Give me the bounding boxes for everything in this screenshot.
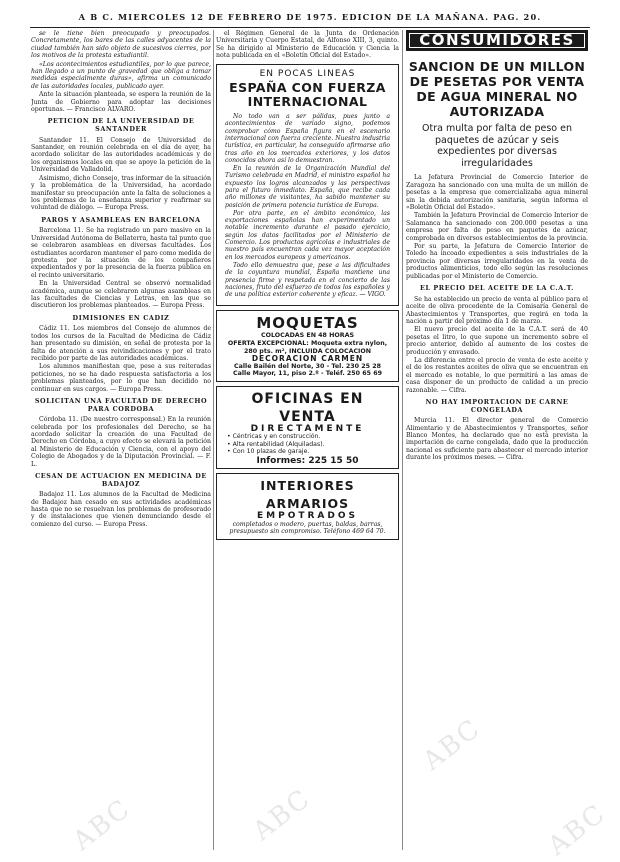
article-heading: NO HAY IMPORTACION DE CARNE CONGELADA (425, 397, 569, 414)
feature-box (216, 64, 399, 307)
paragraph: También la Jefatura Provincial de Comercio Interior de Salamanca ha sancionado con 200.000 pesetas a una empresa por falta de peso en paquetes de azúcar, comprobada en diversos establecimientos de la provincia. (406, 212, 588, 242)
column-divider-2 (402, 30, 403, 850)
paragraph: Santander 11. El Consejo de Universidad de Santander, en reunión celebrada en el día de ayer, ha acordado solicitar de las autoridades académicas y de los organismos locales en que se apoye la petición de la Universidad de Valladolid. (31, 136, 211, 174)
paragraph: No todo van a ser pálidas, pues junto a acontecimientos de variado signo, podemos comprobar cómo España figura en el escenario internacional con fuerza creciente. Nuestra industria turística, en particular, ha conseguido afirmarse año tras año en los mercados exteriores, y los datos conocidos ahora así lo demuestran. (225, 113, 390, 164)
paragraph: Todo ello demuestra que, pese a las dificultades de la coyuntura mundial, España mantiene una presencia firme y respetada en el concierto de las naciones, fruto del esfuerzo de todos los españoles y de una política exterior coherente y eficaz. — VIGO. (225, 261, 390, 299)
header-rule (30, 27, 590, 28)
list-item: • Alta rentabilidad (Alquiladas). (227, 440, 325, 448)
list-item: • Con 10 plazas de garaje. (227, 448, 310, 456)
article-heading: CESAN DE ACTUACION EN MEDICINA DE BADAJOZ (35, 472, 207, 488)
paragraph: Cádiz 11. Los miembros del Consejo de alumnos de todos los cursos de la Facultad de Medicina de Cádiz han presentado su dimisión, en señal de protesta por la falta de atención a sus reivindicaciones y por el trato recibido por parte de las autoridades académicas. (31, 325, 211, 362)
paragraph: se le tiene bien preocupado y preocupados. Concretamente, los bares de las calles adyacentes de la ciudad también han sido objeto de sucesivos cierres, por los motivos de la protesta estudiantil. (31, 30, 211, 60)
paragraph: Por otra parte, en el ámbito económico, las exportaciones españolas han experimentado un notable incremento durante el pasado ejercicio, según los datos facilitados por el Ministerio de Comercio. Los productos agrícolas e industriales de nuestro país encuentran cada vez mayor aceptación en los mercados europeos y americanos. (225, 209, 390, 261)
ad-line: OFERTA EXCEPCIONAL: Moqueta extra nylon, 280 pts. m², INCLUIDA COLOCACION (227, 340, 388, 355)
paragraph: Ante la situación planteada, se espera la reunión de la Junta de Gobierno para adoptar las decisiones oportunas. — Francisco ALVARO. (31, 91, 211, 114)
paragraph: En la reunión de la Organización Mundial del Turismo celebrada en Madrid, el ministro español ha expuesto los logros alcanzados y las perspectivas para el futuro inmediato. España, que recibe cada año millones de visitantes, ha sabido mantener su posición de primera potencia turística de Europa. (225, 165, 390, 209)
article-heading: SOLICITAN UNA FACULTAD DE DERECHO PARA CORDOBA (34, 397, 208, 413)
sub-headline: Otra multa por falta de peso en paquetes de azúcar y seis expedientes por diversas irregularidades (422, 123, 572, 169)
article-carne (406, 399, 588, 462)
paragraph: Por su parte, la Jefatura de Comercio Interior de Toledo ha incoado expedientes a seis industriales de la provincia por diversas irregularidades en la venta de productos alimenticios, todo ello según las resoluciones publicadas por el Ministerio de Comercio. (406, 243, 588, 280)
article-aceite (406, 285, 588, 394)
ad-title: MOQUETAS (256, 314, 359, 333)
ad-armarios (216, 473, 399, 539)
main-headline: SANCION DE UN MILLON DE PESETAS POR VENTA DE AGUA MINERAL NO AUTORIZADA (408, 59, 586, 120)
intro-article (31, 30, 211, 113)
page-header: A B C. MIERCOLES 12 DE FEBRERO DE 1975. EDICION DE LA MAÑANA. PAG. 20. (78, 12, 542, 22)
article-badajoz (31, 473, 211, 528)
article-heading: DIMISIONES EN CADIZ (72, 313, 170, 322)
box-kicker: EN POCAS LINEAS (259, 68, 356, 79)
ad-oficinas (216, 386, 399, 469)
watermark: ABC (247, 783, 317, 847)
ad-title: INTERIORES ARMARIOS (260, 478, 355, 512)
ad-line: COLOCADAS EN 48 HORAS (260, 332, 355, 340)
paragraph: el Régimen General de la Junta de Ordenación Universitaria y Cuerpo Estatal, de Alfonso XIII, 3, quinto. Se ha dirigido al Ministerio de Educación y Ciencia la nota publicada en el «Boletín Oficial del Estado». (216, 30, 399, 60)
article-heading: PETICION DE LA UNIVERSIDAD DE SANTANDER (47, 117, 195, 134)
ad-moquetas (216, 310, 399, 382)
article-santander (31, 118, 211, 211)
paragraph: La diferencia entre el precio de venta de este aceite y el de los restantes aceites de oliva que se encuentran en el mercado es notable, lo que permitirá a las amas de casa disponer de un producto de calidad a un precio razonable. — Cifra. (406, 356, 588, 394)
article-cadiz (31, 315, 211, 393)
paragraph: Badajoz 11. Los alumnos de la Facultad de Medicina de Badajoz han cesado en sus actividades académicas hasta que no se resuelvan los problemas de profesorado y de instalaciones que vienen denunciando desde el comienzo del curso. — Europa Press. (31, 491, 211, 528)
ad-list (221, 433, 394, 456)
ad-text: completados o modero, puertas, baldas, barras, presupuesto sin compromiso. Teléfono 469 64 70. (229, 520, 386, 536)
ad-subtitle: EMPOTRADOS (257, 511, 358, 522)
watermark: ABC (542, 798, 612, 862)
list-item: • Céntricas y en construcción. (227, 433, 321, 441)
ad-line: Calle Bailén del Norte, 30 - Tel. 230 25 28 (234, 362, 381, 370)
article-heading: PAROS Y ASAMBLEAS EN BARCELONA (41, 215, 201, 224)
ad-title: OFICINAS EN VENTA (251, 391, 364, 426)
paragraph: En la Universidad Central se observó normalidad académica, aunque se celebraron algunas asambleas en las facultades de Ciencias y Letras, en las que se discutieron los problemas planteados. — Europa Press. (31, 280, 211, 310)
watermark: ABC (417, 713, 487, 777)
column-left (31, 30, 211, 850)
paragraph: Los alumnos manifiestan que, pese a sus reiteradas peticiones, no se ha dado respuesta satisfactoria a los problemas planteados, por lo que han decidido no continuar en sus cargos. — Europa Press. (31, 363, 211, 393)
article-heading: EL PRECIO DEL ACEITE DE LA C.A.T. (420, 284, 574, 293)
section-banner: CONSUMIDORES (406, 30, 588, 51)
paragraph: Murcia 11. El director general de Comercio Alimentario y de Abastecimientos y Transportes, señor Blanco Montes, ha declarado que no está prevista la importación de carne congelada, dado que la producción nacional es suficiente para abastecer el mercado interior durante los próximos meses. — Cifra. (406, 417, 588, 462)
column-divider-1 (213, 30, 214, 850)
article-cordoba (31, 398, 211, 468)
paragraph: Se ha establecido un precio de venta al público para el aceite de oliva procedente de la Comisaría General de Abastecimientos y Transportes, que regirá en toda la nación a partir del próximo día 1 de marzo. (406, 295, 588, 325)
ad-phone: Informes: 225 15 50 (256, 455, 359, 466)
ad-line: Calle Mayor, 11, piso 2.º - Teléf. 250 65 69 (233, 370, 382, 378)
box-title: ESPAÑA CON FUERZA INTERNACIONAL (229, 80, 386, 109)
watermark: ABC (67, 793, 137, 857)
paragraph: Asimismo, dicho Consejo, tras informar de la situación y la problemática de la Universidad, ha acordado manifestar su preocupación ante la falta de soluciones a los problemas de la enseñanza superior y reafirmar su voluntad de diálogo. — Europa Press. (31, 174, 211, 212)
paragraph: La Jefatura Provincial de Comercio Interior de Zaragoza ha sancionado con una multa de un millón de pesetas a la empresa que comercializaba agua mineral sin la debida autorización sanitaria, según informa el «Boletín Oficial del Estado». (406, 174, 588, 212)
paragraph: Barcelona 11. Se ha registrado un paro masivo en la Universidad Autónoma de Bellaterra, hasta tal punto que se celebraron asambleas en diversas facultades. Los estudiantes acordaron mantener el paro como medida de protesta por la situación de los compañeros expedientados y por la presencia de la fuerza pública en el recinto universitario. (31, 227, 211, 279)
paragraph: «Los acontecimientos estudiantiles, por lo que parece, han llegado a un punto de gravedad que obliga a tomar medidas especialmente duras», afirma un comunicado de las autoridades locales, publicado ayer. (31, 60, 211, 90)
article-barcelona (31, 217, 211, 310)
paragraph: Córdoba 11. (De nuestro corresponsal.) En la reunión celebrada por los profesionales del Derecho, se ha acordado solicitar la creación de una Facultad de Derecho en Córdoba, a cuyo efecto se elevará la petición al Ministerio de Educación y Ciencia, con el apoyo del Colegio de Abogados y de la Diputación Provincial. — F. L. (31, 416, 211, 468)
ad-subtitle: DIRECTAMENTE (250, 424, 365, 435)
column-right (406, 30, 588, 850)
column-middle (216, 30, 399, 850)
paragraph: El nuevo precio del aceite de la C.A.T. será de 40 pesetas el litro, lo que supone un incremento sobre el precio anterior, debido al aumento de los costes de producción y envasado. (406, 326, 588, 356)
ad-line: DECORACION CARMEN (251, 354, 364, 364)
